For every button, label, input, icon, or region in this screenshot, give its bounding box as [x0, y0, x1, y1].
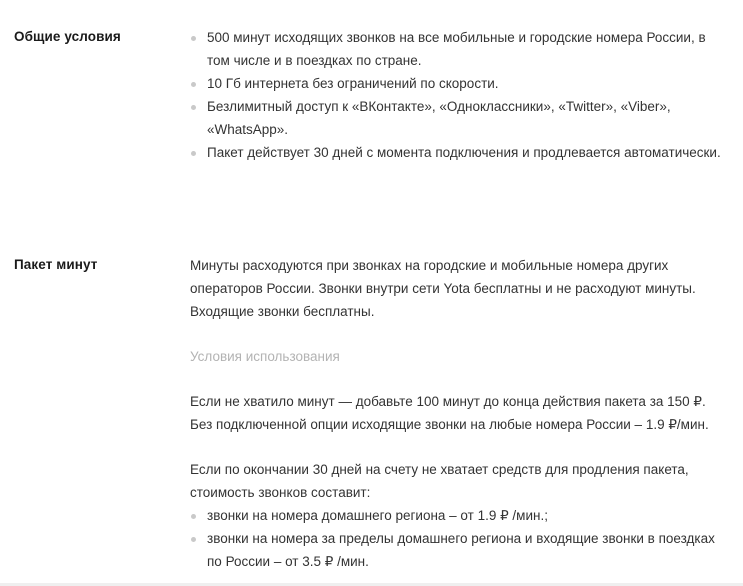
paragraph-spacer	[190, 436, 723, 458]
list-item: Безлимитный доступ к «ВКонтакте», «Одноклассники», «Twitter», «Viber», «WhatsApp».	[190, 95, 723, 141]
minutes-package-paragraph-2: Если не хватило минут — добавьте 100 минут до конца действия пакета за 150 ₽. Без подключенной опции исходящие звонки на любые номера России – 1.9 ₽/мин.	[190, 394, 709, 432]
minutes-package-list	[190, 504, 723, 573]
section-spacer	[14, 164, 723, 254]
list-item: звонки на номера за пределы домашнего региона и входящие звонки в поездках по России – от 3.5 ₽ /мин.	[190, 527, 723, 573]
general-conditions-list	[190, 26, 723, 164]
list-item: 500 минут исходящих звонков на все мобильные и городские номера России, в том числе и в поездках по стране.	[190, 26, 723, 72]
minutes-package-paragraph-1: Минуты расходуются при звонках на городские и мобильные номера других операторов России. Звонки внутри сети Yota бесплатны и не расходуют минуты. Входящие звонки бесплатны.	[190, 258, 696, 319]
minutes-package-paragraph-3: Если по окончании 30 дней на счету не хватает средств для продления пакета, стоимость звонков составит:	[190, 462, 689, 500]
section-body-minutes-package	[190, 254, 723, 573]
list-item: Пакет действует 30 дней с момента подключения и продлевается автоматически.	[190, 141, 723, 164]
list-item: 10 Гб интернета без ограничений по скорости.	[190, 72, 723, 95]
section-body-general-conditions	[190, 26, 723, 164]
paragraph-spacer	[190, 368, 723, 390]
list-item: звонки на номера домашнего региона – от 1.9 ₽ /мин.;	[190, 504, 723, 527]
paragraph-spacer	[190, 323, 723, 345]
section-general-conditions	[14, 26, 723, 164]
section-label-minutes-package: Пакет минут	[14, 257, 98, 272]
section-label-general-conditions: Общие условия	[14, 29, 121, 44]
usage-conditions-subheading: Условия использования	[190, 349, 340, 364]
section-minutes-package	[14, 254, 723, 573]
